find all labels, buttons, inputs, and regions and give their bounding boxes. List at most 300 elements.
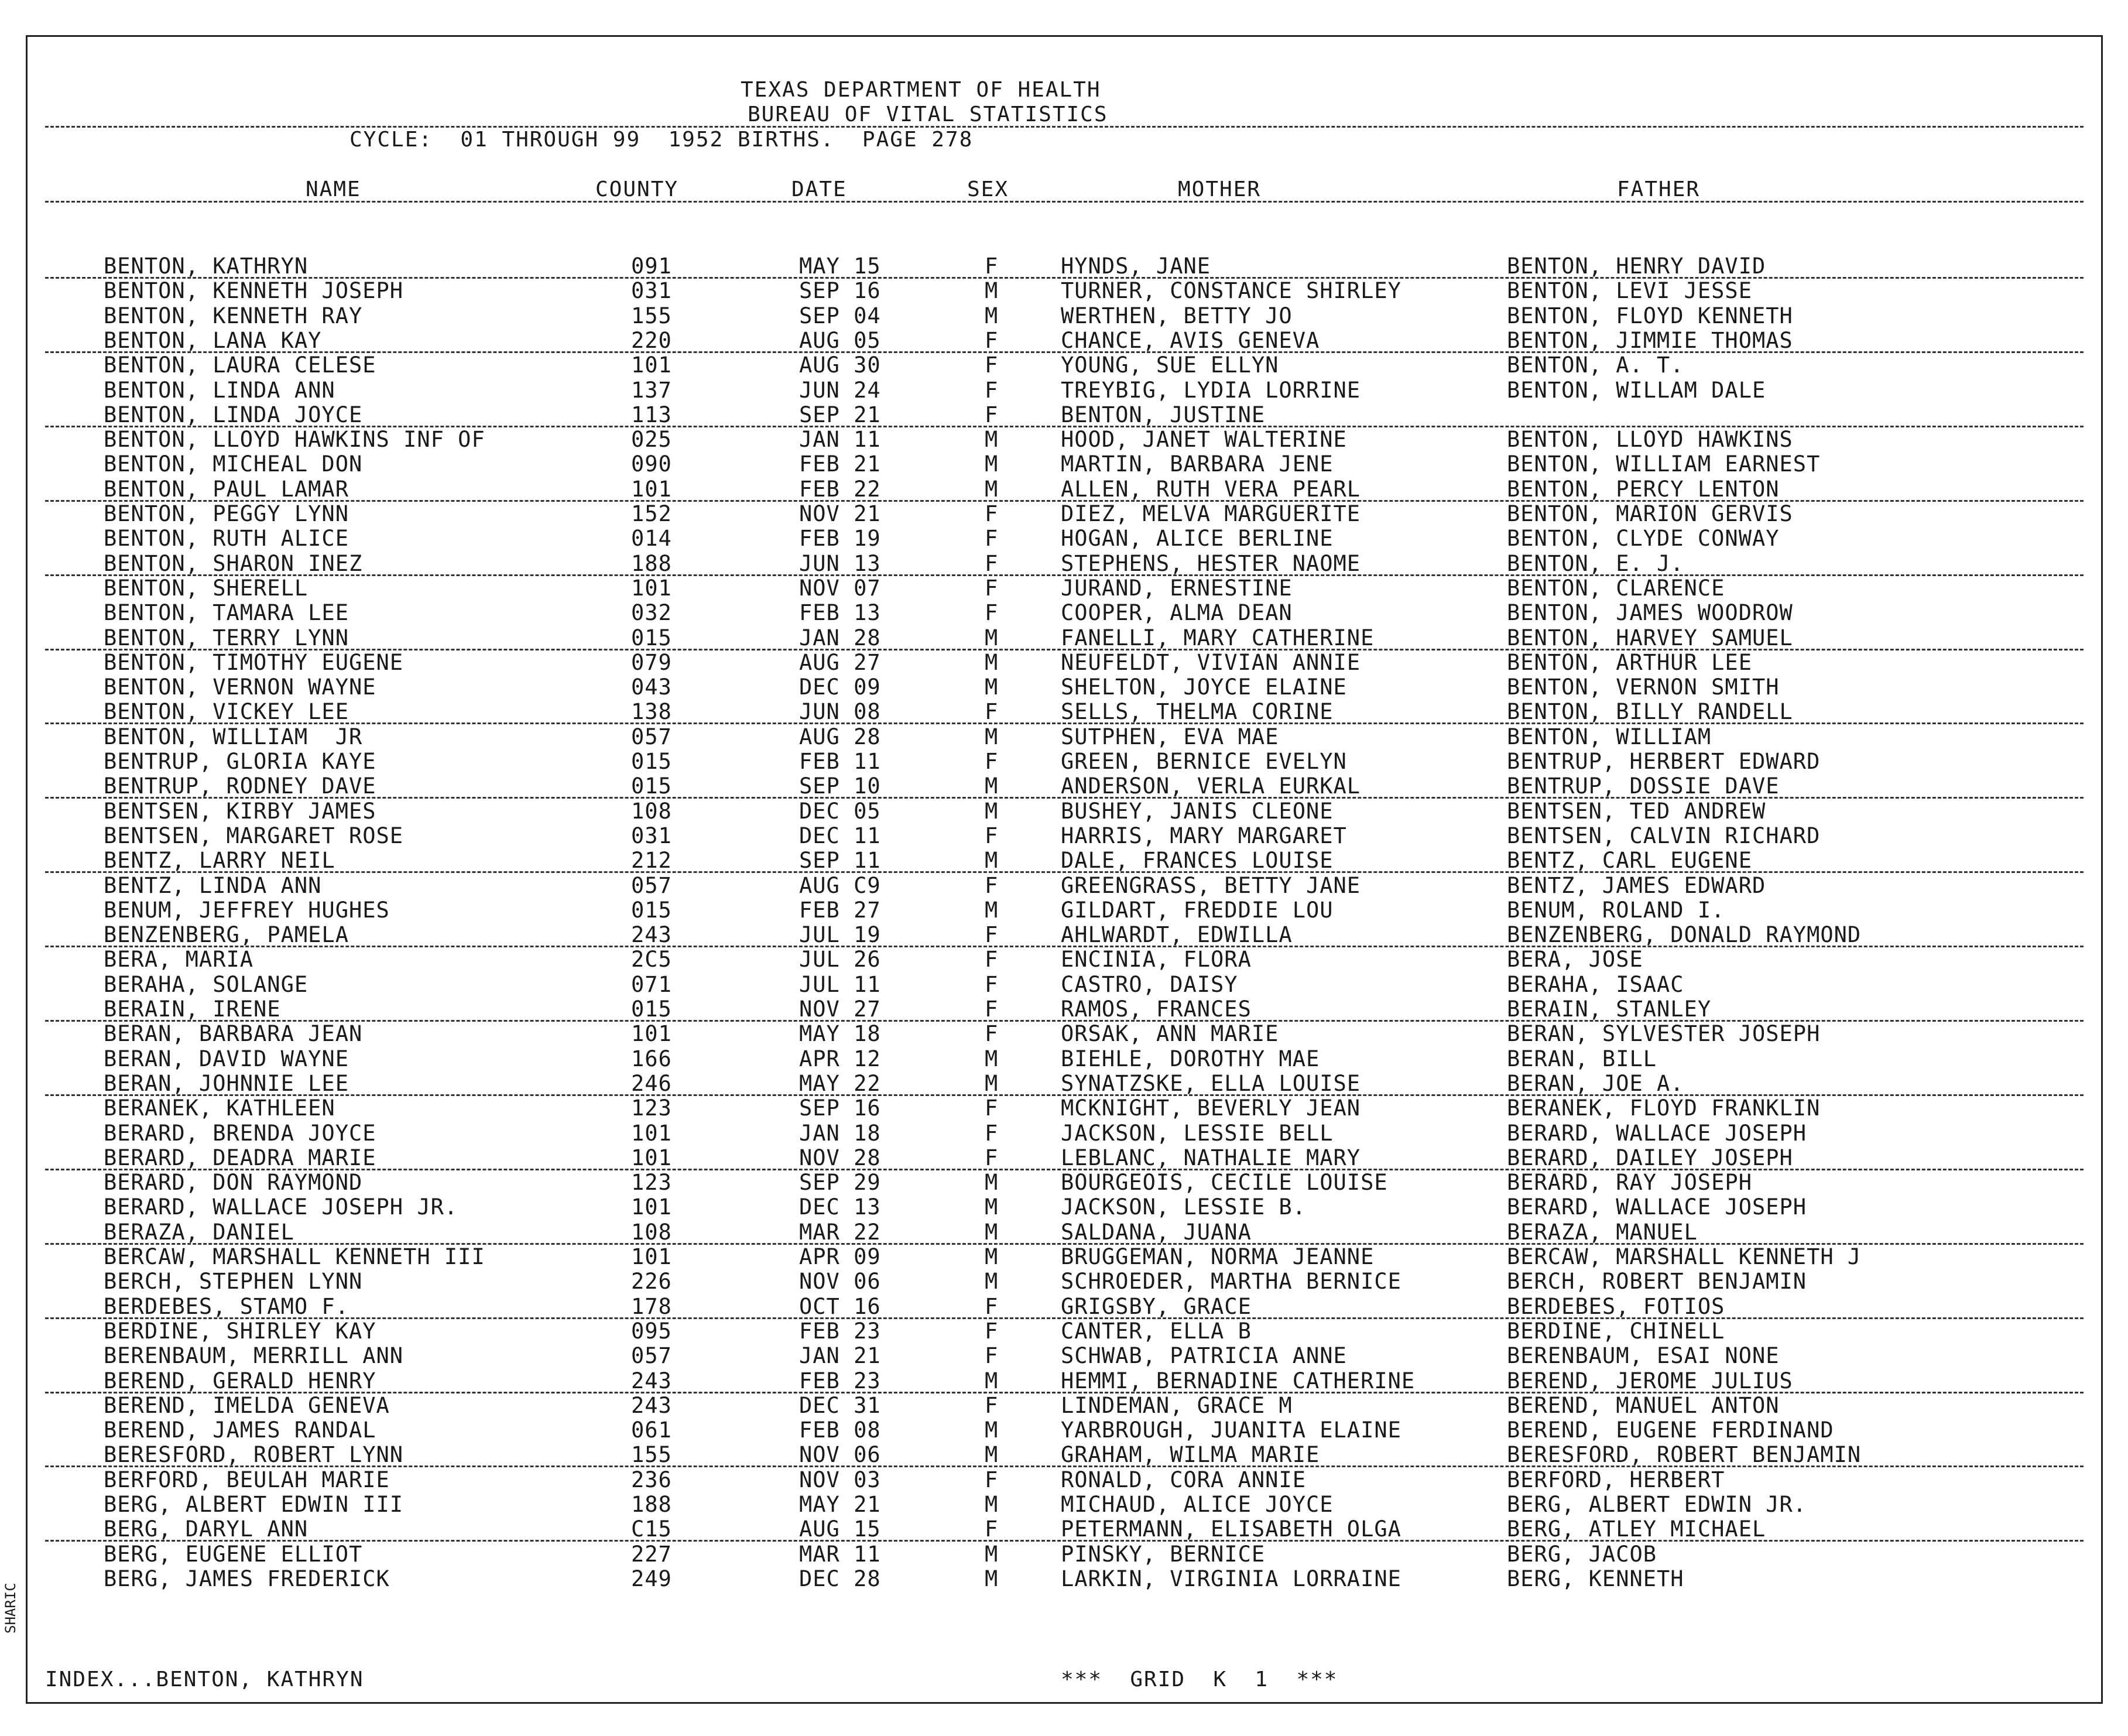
column-header-father: FATHER xyxy=(1617,177,1701,201)
table-row xyxy=(28,526,2101,550)
table-row xyxy=(28,1244,2101,1269)
table-row xyxy=(28,378,2101,402)
cell-father: BERDEBES, FOTIOS xyxy=(1507,1293,1725,1319)
header-line-2: BUREAU OF VITAL STATISTICS xyxy=(748,102,1108,126)
cell-date: DEC 31 xyxy=(799,1392,881,1418)
cell-father: BERAN, BILL xyxy=(1507,1046,1657,1071)
cell-date: DEC 09 xyxy=(799,674,881,700)
cell-father: BENTON, WILLAM DALE xyxy=(1507,377,1766,403)
cell-father: BENTZ, JAMES EDWARD xyxy=(1507,872,1766,898)
cell-name: BENTSEN, MARGARET ROSE xyxy=(104,823,404,848)
cell-father: BERDINE, CHINELL xyxy=(1507,1318,1725,1344)
cell-mother: HOOD, JANET WALTERINE xyxy=(1061,427,1347,453)
table-row xyxy=(28,799,2101,823)
cell-county: 091 xyxy=(631,254,672,279)
cell-mother: MICHAUD, ALICE JOYCE xyxy=(1061,1492,1334,1517)
cell-date: MAR 11 xyxy=(799,1541,881,1567)
table-row xyxy=(28,1220,2101,1244)
cell-date: MAR 22 xyxy=(799,1219,881,1245)
cell-mother: CANTER, ELLA B xyxy=(1061,1318,1252,1344)
cell-name: BENTON, PAUL LAMAR xyxy=(104,476,349,502)
cell-father: BERCH, ROBERT BENJAMIN xyxy=(1507,1269,1807,1295)
cell-father: BERA, JOSE xyxy=(1507,947,1643,973)
cell-mother: JURAND, ERNESTINE xyxy=(1061,575,1293,601)
table-row xyxy=(28,600,2101,625)
cell-county: 014 xyxy=(631,526,672,552)
cell-father: BENTON, E. J. xyxy=(1507,550,1684,576)
cell-county: 138 xyxy=(631,699,672,725)
table-row xyxy=(28,1442,2101,1467)
cell-father: BENTZ, CARL EUGENE xyxy=(1507,848,1752,874)
cell-father: BENTON, ARTHUR LEE xyxy=(1507,649,1752,675)
cell-county: 015 xyxy=(631,625,672,650)
side-mark: SHARIC xyxy=(2,1583,19,1634)
cell-date: JUN 24 xyxy=(799,377,881,403)
table-row xyxy=(28,972,2101,997)
cell-mother: GRAHAM, WILMA MARIE xyxy=(1061,1442,1320,1468)
cell-name: BENTSEN, KIRBY JAMES xyxy=(104,798,376,824)
cell-county: 155 xyxy=(631,1442,672,1468)
cell-sex: F xyxy=(985,575,999,601)
cell-father: BERAIN, STANLEY xyxy=(1507,997,1712,1022)
cell-sex: F xyxy=(985,1343,999,1369)
table-row xyxy=(28,1492,2101,1516)
cell-father: BENTRUP, DOSSIE DAVE xyxy=(1507,773,1780,799)
table-row xyxy=(28,724,2101,749)
cell-date: FEB 23 xyxy=(799,1318,881,1344)
cell-father: BENTON, HENRY DAVID xyxy=(1507,254,1766,279)
cell-county: 152 xyxy=(631,501,672,526)
cell-date: SEP 10 xyxy=(799,773,881,799)
cell-date: NOV 06 xyxy=(799,1442,881,1468)
cell-father: BENTRUP, HERBERT EDWARD xyxy=(1507,749,1821,774)
cell-sex: M xyxy=(985,476,999,502)
cell-mother: BIEHLE, DOROTHY MAE xyxy=(1061,1046,1320,1071)
cell-date: NOV 27 xyxy=(799,997,881,1022)
table-row xyxy=(28,1071,2101,1095)
cell-mother: PETERMANN, ELISABETH OLGA xyxy=(1061,1516,1401,1542)
cell-sex: F xyxy=(985,377,999,403)
cell-father: BERG, KENNETH xyxy=(1507,1566,1684,1591)
column-header-county: COUNTY xyxy=(595,177,679,201)
cell-mother: ENCINIA, FLORA xyxy=(1061,947,1252,973)
cell-father: BENTON, WILLIAM EARNEST xyxy=(1507,451,1821,477)
cell-mother: BRUGGEMAN, NORMA JEANNE xyxy=(1061,1244,1375,1269)
cell-date: AUG 15 xyxy=(799,1516,881,1542)
cell-name: BERARD, DEADRA MARIE xyxy=(104,1145,376,1170)
cell-date: AUG 30 xyxy=(799,352,881,378)
cell-father: BENTON, CLARENCE xyxy=(1507,575,1725,601)
table-row xyxy=(28,898,2101,922)
cell-sex: M xyxy=(985,1541,999,1567)
cell-date: FEB 23 xyxy=(799,1368,881,1393)
cell-county: 031 xyxy=(631,823,672,848)
cell-name: BERDINE, SHIRLEY KAY xyxy=(104,1318,376,1344)
cell-date: DEC 05 xyxy=(799,798,881,824)
cell-name: BENTON, PEGGY LYNN xyxy=(104,501,349,526)
cell-date: DEC 28 xyxy=(799,1566,881,1591)
cell-county: 178 xyxy=(631,1293,672,1319)
cell-date: MAY 15 xyxy=(799,254,881,279)
cell-date: JAN 11 xyxy=(799,427,881,453)
cell-name: BERENBAUM, MERRILL ANN xyxy=(104,1343,404,1369)
cell-sex: F xyxy=(985,971,999,997)
cell-sex: F xyxy=(985,1095,999,1121)
table-row xyxy=(28,1095,2101,1120)
cell-county: 243 xyxy=(631,1368,672,1393)
cell-date: JAN 18 xyxy=(799,1120,881,1146)
cell-sex: M xyxy=(985,1244,999,1269)
cell-sex: F xyxy=(985,402,999,427)
table-row xyxy=(28,427,2101,451)
cell-date: SEP 04 xyxy=(799,303,881,328)
cell-mother: YARBROUGH, JUANITA ELAINE xyxy=(1061,1417,1401,1443)
cell-sex: M xyxy=(985,1269,999,1295)
cell-county: 095 xyxy=(631,1318,672,1344)
cell-sex: F xyxy=(985,872,999,898)
cell-father: BERCAW, MARSHALL KENNETH J xyxy=(1507,1244,1862,1269)
cell-date: APR 09 xyxy=(799,1244,881,1269)
cell-county: 101 xyxy=(631,352,672,378)
table-row xyxy=(28,1368,2101,1393)
cell-father: BENTON, BILLY RANDELL xyxy=(1507,699,1793,725)
cell-father: BERAHA, ISAAC xyxy=(1507,971,1684,997)
cell-date: SEP 16 xyxy=(799,278,881,304)
cell-father: BERAN, JOE A. xyxy=(1507,1070,1684,1096)
cell-county: 101 xyxy=(631,575,672,601)
cell-name: BENTON, LINDA ANN xyxy=(104,377,335,403)
cell-date: JUN 08 xyxy=(799,699,881,725)
cell-father: BENTON, MARION GERVIS xyxy=(1507,501,1793,526)
cell-mother: SYNATZSKE, ELLA LOUISE xyxy=(1061,1070,1361,1096)
cell-name: BENZENBERG, PAMELA xyxy=(104,922,349,948)
cell-county: 188 xyxy=(631,550,672,576)
cell-name: BENTON, KENNETH RAY xyxy=(104,303,363,328)
cell-mother: DIEZ, MELVA MARGUERITE xyxy=(1061,501,1361,526)
table-row xyxy=(28,303,2101,328)
column-header-date: DATE xyxy=(791,177,847,201)
table-row xyxy=(28,1121,2101,1145)
cell-sex: F xyxy=(985,501,999,526)
cell-name: BERA, MARIA xyxy=(104,947,254,973)
cell-mother: STEPHENS, HESTER NAOME xyxy=(1061,550,1361,576)
cell-county: 031 xyxy=(631,278,672,304)
cell-sex: M xyxy=(985,451,999,477)
cell-county: 123 xyxy=(631,1095,672,1121)
cell-county: 226 xyxy=(631,1269,672,1295)
table-row xyxy=(28,1343,2101,1368)
cell-father: BENTON, LEVI JESSE xyxy=(1507,278,1752,304)
cell-mother: ORSAK, ANN MARIE xyxy=(1061,1021,1279,1047)
cell-name: BENTON, VERNON WAYNE xyxy=(104,674,376,700)
cell-mother: BENTON, JUSTINE xyxy=(1061,402,1266,427)
cell-name: BENTON, TAMARA LEE xyxy=(104,600,349,626)
cell-date: FEB 21 xyxy=(799,451,881,477)
cell-father: BENTON, LLOYD HAWKINS xyxy=(1507,427,1793,453)
cell-sex: F xyxy=(985,352,999,378)
cell-sex: M xyxy=(985,1046,999,1071)
cell-name: BERFORD, BEULAH MARIE xyxy=(104,1467,390,1492)
table-row xyxy=(28,1566,2101,1591)
cell-sex: F xyxy=(985,1392,999,1418)
cell-name: BENTON, WILLIAM JR xyxy=(104,724,363,749)
cell-name: BENTON, LINDA JOYCE xyxy=(104,402,363,427)
cell-mother: LEBLANC, NATHALIE MARY xyxy=(1061,1145,1361,1170)
cell-sex: M xyxy=(985,1194,999,1220)
cell-name: BENTON, KENNETH JOSEPH xyxy=(104,278,404,304)
cell-mother: SALDANA, JUANA xyxy=(1061,1219,1252,1245)
cell-mother: GREENGRASS, BETTY JANE xyxy=(1061,872,1361,898)
cell-mother: GREEN, BERNICE EVELYN xyxy=(1061,749,1347,774)
cell-sex: F xyxy=(985,922,999,948)
cell-name: BERARD, BRENDA JOYCE xyxy=(104,1120,376,1146)
cell-county: 2C5 xyxy=(631,947,672,973)
cell-county: 137 xyxy=(631,377,672,403)
table-row xyxy=(28,328,2101,352)
cell-mother: CHANCE, AVIS GENEVA xyxy=(1061,327,1320,353)
table-row xyxy=(28,1319,2101,1343)
table-row xyxy=(28,1417,2101,1442)
cell-county: 057 xyxy=(631,1343,672,1369)
cell-county: 057 xyxy=(631,872,672,898)
cell-mother: AHLWARDT, EDWILLA xyxy=(1061,922,1293,948)
cell-sex: F xyxy=(985,749,999,774)
cell-date: AUG 28 xyxy=(799,724,881,749)
cell-date: JAN 28 xyxy=(799,625,881,650)
cell-sex: F xyxy=(985,1318,999,1344)
cell-father: BEREND, MANUEL ANTON xyxy=(1507,1392,1780,1418)
table-row xyxy=(28,1393,2101,1417)
cell-sex: M xyxy=(985,897,999,923)
cell-county: 243 xyxy=(631,1392,672,1418)
cell-mother: JACKSON, LESSIE BELL xyxy=(1061,1120,1334,1146)
cell-date: NOV 21 xyxy=(799,501,881,526)
cell-name: BENTON, LANA KAY xyxy=(104,327,322,353)
cell-county: 015 xyxy=(631,749,672,774)
cell-mother: SCHWAB, PATRICIA ANNE xyxy=(1061,1343,1347,1369)
cell-mother: COOPER, ALMA DEAN xyxy=(1061,600,1293,626)
cell-name: BENTRUP, RODNEY DAVE xyxy=(104,773,376,799)
cell-sex: M xyxy=(985,1492,999,1517)
cell-name: BERDEBES, STAMO F. xyxy=(104,1293,349,1319)
table-row xyxy=(28,1294,2101,1319)
cell-name: BERAHA, SOLANGE xyxy=(104,971,309,997)
cell-sex: F xyxy=(985,600,999,626)
table-row xyxy=(28,254,2101,278)
cell-mother: CASTRO, DAISY xyxy=(1061,971,1238,997)
cell-date: NOV 03 xyxy=(799,1467,881,1492)
cell-name: BENTON, LAURA CELESE xyxy=(104,352,376,378)
cell-county: 101 xyxy=(631,1021,672,1047)
column-header-mother: MOTHER xyxy=(1178,177,1262,201)
cell-mother: BUSHEY, JANIS CLEONE xyxy=(1061,798,1334,824)
cell-county: 236 xyxy=(631,1467,672,1492)
cell-father: BENTSEN, CALVIN RICHARD xyxy=(1507,823,1821,848)
cell-name: BERESFORD, ROBERT LYNN xyxy=(104,1442,404,1468)
cell-date: AUG 27 xyxy=(799,649,881,675)
cell-county: 249 xyxy=(631,1566,672,1591)
cell-father: BENTON, A. T. xyxy=(1507,352,1684,378)
cell-county: 212 xyxy=(631,848,672,874)
cell-mother: RAMOS, FRANCES xyxy=(1061,997,1252,1022)
table-row xyxy=(28,1021,2101,1046)
cell-father: BERARD, WALLACE JOSEPH xyxy=(1507,1120,1807,1146)
cell-mother: HEMMI, BERNADINE CATHERINE xyxy=(1061,1368,1416,1393)
cell-sex: M xyxy=(985,1442,999,1468)
cell-sex: M xyxy=(985,1219,999,1245)
cell-father: BERG, ALBERT EDWIN JR. xyxy=(1507,1492,1807,1517)
cell-date: JUL 26 xyxy=(799,947,881,973)
cell-date: DEC 13 xyxy=(799,1194,881,1220)
cell-county: 243 xyxy=(631,922,672,948)
cell-county: 043 xyxy=(631,674,672,700)
cell-mother: TURNER, CONSTANCE SHIRLEY xyxy=(1061,278,1401,304)
cell-name: BERCAW, MARSHALL KENNETH III xyxy=(104,1244,485,1269)
cell-mother: LINDEMAN, GRACE M xyxy=(1061,1392,1293,1418)
table-row xyxy=(28,1269,2101,1293)
cell-mother: TREYBIG, LYDIA LORRINE xyxy=(1061,377,1361,403)
cell-mother: LARKIN, VIRGINIA LORRAINE xyxy=(1061,1566,1401,1591)
cell-sex: M xyxy=(985,303,999,328)
cell-sex: F xyxy=(985,1293,999,1319)
cycle-line: CYCLE: 01 THROUGH 99 1952 BIRTHS. PAGE 278 xyxy=(349,128,974,152)
cell-sex: M xyxy=(985,278,999,304)
cell-father: BERFORD, HERBERT xyxy=(1507,1467,1725,1492)
table-row xyxy=(28,1046,2101,1071)
cell-father: BENTON, PERCY LENTON xyxy=(1507,476,1780,502)
cell-sex: F xyxy=(985,1145,999,1170)
cell-name: BENTON, RUTH ALICE xyxy=(104,526,349,552)
cell-county: 108 xyxy=(631,798,672,824)
cell-mother: GILDART, FREDDIE LOU xyxy=(1061,897,1334,923)
cell-name: BERG, JAMES FREDERICK xyxy=(104,1566,390,1591)
cell-father: BERARD, DAILEY JOSEPH xyxy=(1507,1145,1793,1170)
cell-father: BENTON, JAMES WOODROW xyxy=(1507,600,1793,626)
cell-name: BENTON, MICHEAL DON xyxy=(104,451,363,477)
cell-name: BENTON, SHARON INEZ xyxy=(104,550,363,576)
cell-mother: SCHROEDER, MARTHA BERNICE xyxy=(1061,1269,1401,1295)
cell-date: AUG C9 xyxy=(799,872,881,898)
cell-date: OCT 16 xyxy=(799,1293,881,1319)
cell-sex: F xyxy=(985,699,999,725)
cell-name: BENTON, KATHRYN xyxy=(104,254,309,279)
cell-sex: M xyxy=(985,1417,999,1443)
cell-father: BEREND, EUGENE FERDINAND xyxy=(1507,1417,1834,1443)
cell-county: 015 xyxy=(631,773,672,799)
cell-date: NOV 07 xyxy=(799,575,881,601)
cell-name: BERAN, DAVID WAYNE xyxy=(104,1046,349,1071)
cell-county: 166 xyxy=(631,1046,672,1071)
cell-sex: F xyxy=(985,1021,999,1047)
cell-mother: YOUNG, SUE ELLYN xyxy=(1061,352,1279,378)
cell-county: 101 xyxy=(631,1120,672,1146)
cell-name: BERAN, BARBARA JEAN xyxy=(104,1021,363,1047)
cell-father: BERAN, SYLVESTER JOSEPH xyxy=(1507,1021,1821,1047)
table-row xyxy=(28,922,2101,947)
cell-county: 246 xyxy=(631,1070,672,1096)
cell-sex: F xyxy=(985,823,999,848)
table-row xyxy=(28,278,2101,303)
cell-name: BERCH, STEPHEN LYNN xyxy=(104,1269,363,1295)
cell-mother: JACKSON, LESSIE B. xyxy=(1061,1194,1306,1220)
table-row xyxy=(28,501,2101,526)
table-row xyxy=(28,625,2101,650)
cell-name: BERG, EUGENE ELLIOT xyxy=(104,1541,363,1567)
cell-county: 079 xyxy=(631,649,672,675)
cell-sex: M xyxy=(985,1170,999,1196)
table-row xyxy=(28,823,2101,848)
cell-date: SEP 21 xyxy=(799,402,881,427)
cell-date: JUL 11 xyxy=(799,971,881,997)
cell-county: 025 xyxy=(631,427,672,453)
cell-sex: M xyxy=(985,724,999,749)
cell-date: JAN 21 xyxy=(799,1343,881,1369)
cell-date: DEC 11 xyxy=(799,823,881,848)
table-row xyxy=(28,848,2101,872)
cell-name: BERG, ALBERT EDWIN III xyxy=(104,1492,404,1517)
footer-grid: *** GRID K 1 *** xyxy=(1061,1667,1338,1692)
cell-county: 101 xyxy=(631,1194,672,1220)
cell-sex: M xyxy=(985,674,999,700)
cell-mother: BOURGEOIS, CECILE LOUISE xyxy=(1061,1170,1388,1196)
cell-father: BENTON, JIMMIE THOMAS xyxy=(1507,327,1793,353)
cell-name: BERARD, WALLACE JOSEPH JR. xyxy=(104,1194,458,1220)
cell-county: 108 xyxy=(631,1219,672,1245)
cell-sex: F xyxy=(985,1120,999,1146)
cell-name: BERG, DARYL ANN xyxy=(104,1516,309,1542)
table-row xyxy=(28,1467,2101,1492)
cell-mother: ANDERSON, VERLA EURKAL xyxy=(1061,773,1361,799)
cell-county: 101 xyxy=(631,1145,672,1170)
cell-name: BERAIN, IRENE xyxy=(104,997,281,1022)
cell-date: SEP 16 xyxy=(799,1095,881,1121)
cell-sex: M xyxy=(985,625,999,650)
cell-county: 123 xyxy=(631,1170,672,1196)
cell-date: FEB 22 xyxy=(799,476,881,502)
cell-sex: F xyxy=(985,997,999,1022)
cell-name: BEREND, GERALD HENRY xyxy=(104,1368,376,1393)
cell-mother: DALE, FRANCES LOUISE xyxy=(1061,848,1334,874)
cell-mother: ALLEN, RUTH VERA PEARL xyxy=(1061,476,1361,502)
cell-father: BEREND, JEROME JULIUS xyxy=(1507,1368,1793,1393)
cell-county: 155 xyxy=(631,303,672,328)
cell-name: BERANEK, KATHLEEN xyxy=(104,1095,335,1121)
table-row xyxy=(28,674,2101,699)
cell-father: BENZENBERG, DONALD RAYMOND xyxy=(1507,922,1862,948)
document-frame xyxy=(26,35,2103,1704)
cell-sex: M xyxy=(985,798,999,824)
cell-mother: HOGAN, ALICE BERLINE xyxy=(1061,526,1334,552)
cell-name: BEREND, JAMES RANDAL xyxy=(104,1417,376,1443)
cell-name: BERAZA, DANIEL xyxy=(104,1219,294,1245)
cell-mother: MARTIN, BARBARA JENE xyxy=(1061,451,1334,477)
table-row xyxy=(28,997,2101,1021)
table-row xyxy=(28,1170,2101,1194)
cell-date: FEB 27 xyxy=(799,897,881,923)
cell-sex: M xyxy=(985,649,999,675)
cell-sex: F xyxy=(985,947,999,973)
cell-date: NOV 06 xyxy=(799,1269,881,1295)
cell-county: 015 xyxy=(631,997,672,1022)
cell-mother: RONALD, CORA ANNIE xyxy=(1061,1467,1306,1492)
table-row xyxy=(28,551,2101,576)
cell-date: MAY 22 xyxy=(799,1070,881,1096)
cell-name: BENTON, VICKEY LEE xyxy=(104,699,349,725)
table-row xyxy=(28,1194,2101,1219)
table-row xyxy=(28,477,2101,501)
table-row xyxy=(28,947,2101,971)
cell-father: BERG, ATLEY MICHAEL xyxy=(1507,1516,1766,1542)
